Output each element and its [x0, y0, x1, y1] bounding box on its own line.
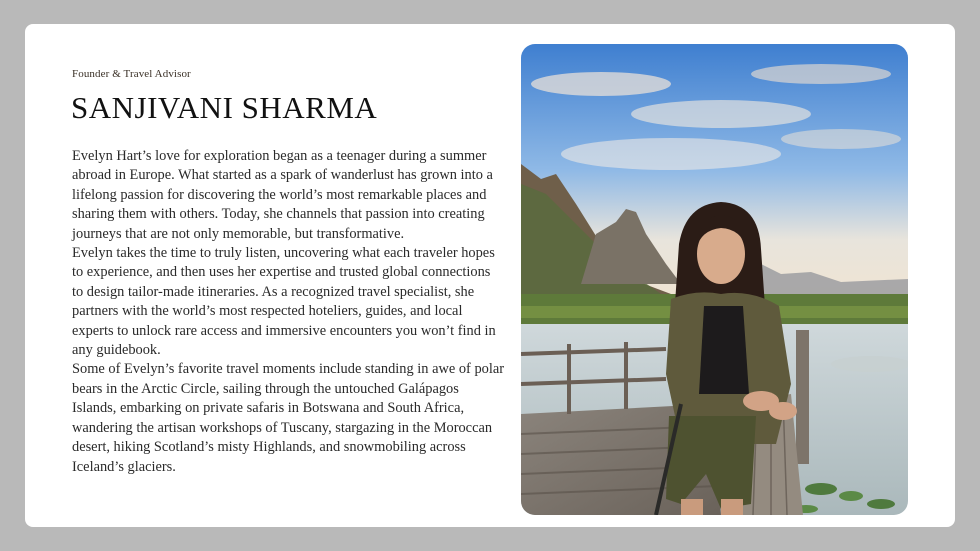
advisor-name: SANJIVANI SHARMA	[71, 90, 378, 125]
profile-card	[25, 24, 955, 527]
bio-text	[72, 147, 504, 477]
advisor-photo	[521, 44, 908, 515]
role-label: Founder & Travel Advisor	[72, 68, 191, 80]
bio-paragraph: Evelyn Hart’s love for exploration began as a teenager during a summer abroad in Europe. What started as a spark of wanderlust has grown into a lifelong passion for discovering the world’s most remarkable places and sharing them with others. Today, she channels that passion into creating journeys that are not only memorable, but transformative.	[72, 148, 493, 242]
bio-paragraph: Some of Evelyn’s favorite travel moments include standing in awe of polar bears in the Arctic Circle, sailing through the untouched Galápagos Islands, embarking on private safaris in Botswana and South Africa, wandering the artisan workshops of Tuscany, stargazing in the Moroccan desert, hiking Scotland’s misty Highlands, and snowmobiling across Iceland’s glaciers.	[72, 361, 505, 475]
bio-paragraph: Evelyn takes the time to truly listen, uncovering what each traveler hopes to experience, and then uses her expertise and trusted global connections to design tailor-made itineraries. As a recognized travel specialist, she partners with the world’s most respected hoteliers, guides, and local experts to unlock rare access and immersive encounters you won’t find in any guidebook.	[72, 245, 496, 359]
